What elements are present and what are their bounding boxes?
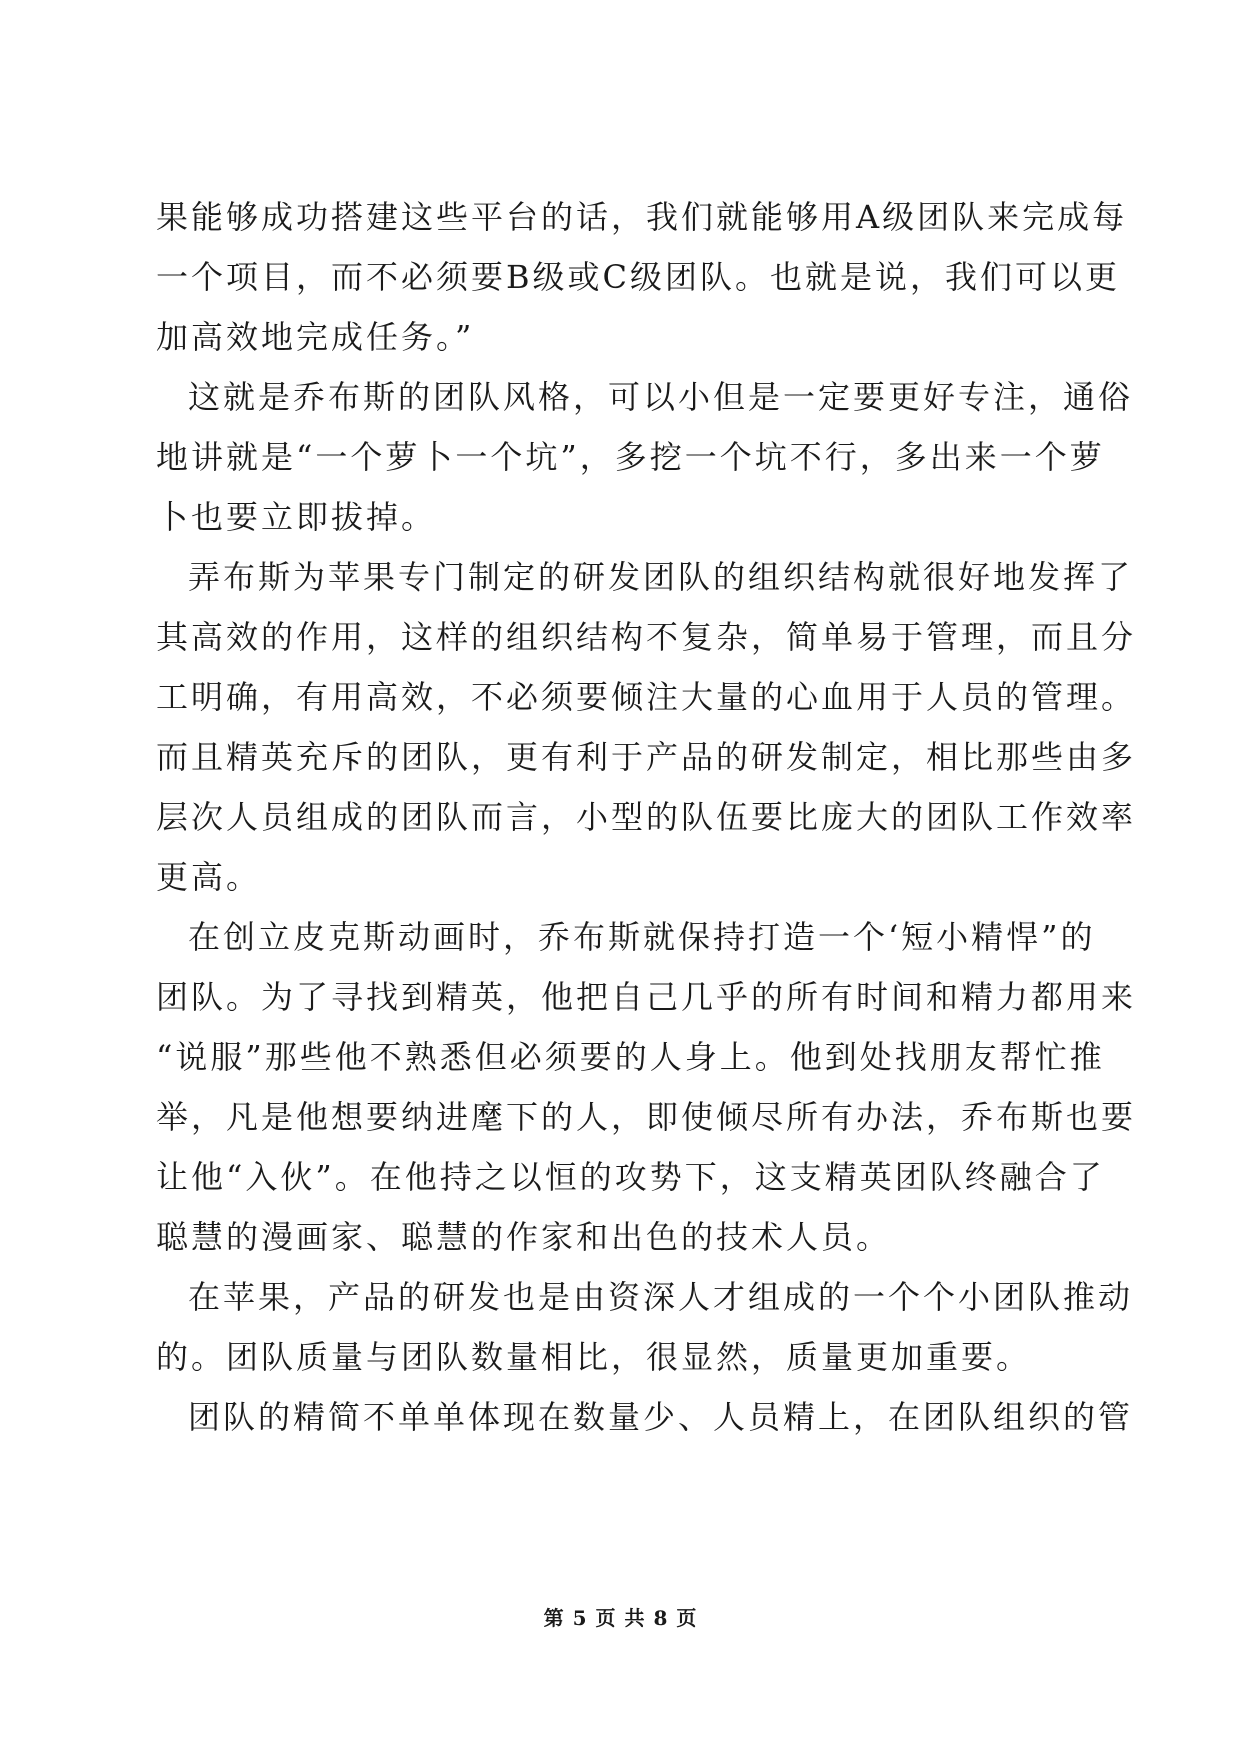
text-line: 在创立皮克斯动画时，乔布斯就保持打造一个‘短小精悍”的 xyxy=(188,918,1096,956)
text-line: 层次人员组成的团队而言，小型的队伍要比庞大的团队工作效率 xyxy=(156,798,1137,836)
text-line: 一个项目，而不必须要B级或C级团队。也就是说，我们可以更 xyxy=(156,258,1121,296)
text-line: 这就是乔布斯的团队风格，可以小但是一定要更好专注，通俗 xyxy=(188,378,1134,416)
page-number-footer: 第 5 页 共 8 页 xyxy=(543,1606,698,1630)
text-line: 聪慧的漫画家、聪慧的作家和出色的技术人员。 xyxy=(156,1218,892,1256)
text-line: 团队的精简不单单体现在数量少、人员精上，在团队组织的管 xyxy=(188,1398,1134,1436)
text-line: 工明确，有用高效，不必须要倾注大量的心血用于人员的管理。 xyxy=(156,678,1137,716)
text-line: 其高效的作用，这样的组织结构不复杂，简单易于管理，而且分 xyxy=(156,618,1137,656)
body-text xyxy=(156,187,1137,1447)
text-line: 举，凡是他想要纳进麾下的人，即使倾尽所有办法，乔布斯也要 xyxy=(156,1098,1137,1136)
text-line: 加高效地完成任务。” xyxy=(156,318,475,356)
text-line: 果能够成功搭建这些平台的话，我们就能够用A级团队来完成每 xyxy=(156,198,1128,236)
text-line: 地讲就是“一个萝卜一个坑”，多挖一个坑不行，多出来一个萝 xyxy=(156,438,1105,476)
text-line: 卜也要立即拔掉。 xyxy=(156,498,437,536)
text-line: 而且精英充斥的团队，更有利于产品的研发制定，相比那些由多 xyxy=(156,738,1137,776)
text-line: 更高。 xyxy=(156,858,262,896)
text-line: 让他“入伙”。在他持之以恒的攻势下，这支精英团队终融合了 xyxy=(156,1158,1105,1196)
text-line: 弄布斯为苹果专门制定的研发团队的组织结构就很好地发挥了 xyxy=(188,558,1134,596)
text-line: 团队。为了寻找到精英，他把自己几乎的所有时间和精力都用来 xyxy=(156,978,1137,1016)
text-line: 的。团队质量与团队数量相比，很显然，质量更加重要。 xyxy=(156,1338,1032,1376)
text-line: “说服”那些他不熟悉但必须要的人身上。他到处找朋友帮忙推 xyxy=(156,1038,1105,1076)
text-line: 在苹果，产品的研发也是由资深人才组成的一个个小团队推动 xyxy=(188,1278,1134,1316)
